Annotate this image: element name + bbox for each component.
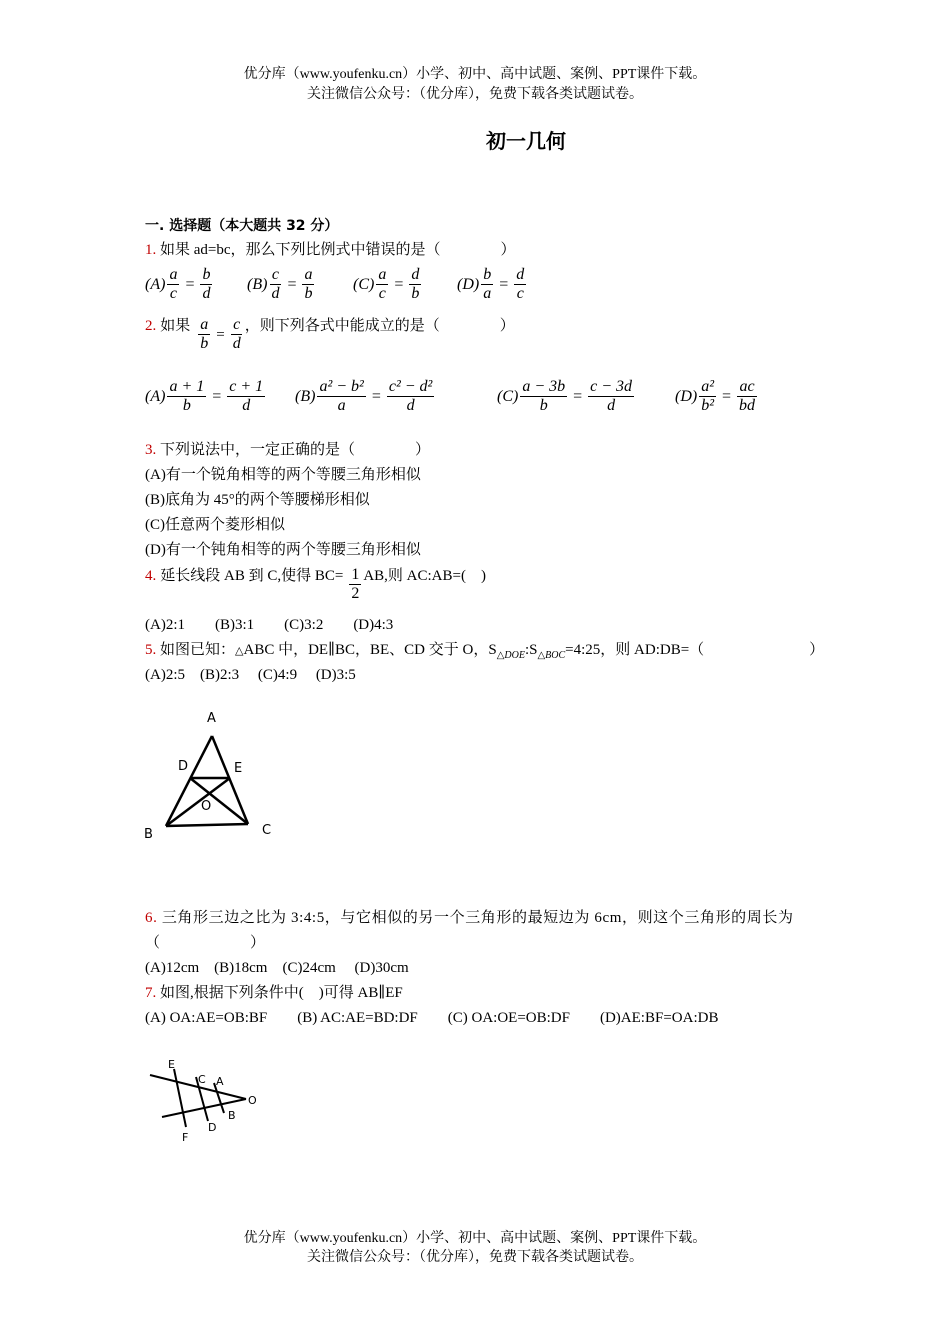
q5-options: (A)2:5 (B)2:3 (C)4:9 (D)3:5 (145, 667, 356, 683)
fraction: $\frac{a + 1}{b}$ (169, 378, 205, 414)
label-b: B (144, 827, 153, 842)
q3-option-d: (D)有一个钝角相等的两个等腰三角形相似 (145, 542, 421, 558)
question-text: 如果 ad=bc，那么下列比例式中错误的是（ ） (160, 242, 516, 258)
q2-option-a: (A) $\frac{a + 1}{b}$ = $\frac{c + 1}{d}$ (145, 378, 264, 414)
question-text-post: AB,则 AC:AB=( ) (363, 568, 486, 584)
question-5 (145, 640, 824, 666)
fraction: $\frac{\text{a²}}{\text{b²}}$ (701, 378, 715, 414)
page-title: 初一几何 (486, 129, 566, 153)
q1-option-d: (D) $\frac{b}{a}$ = $\frac{d}{c}$ (457, 266, 525, 302)
fraction: $\frac{a}{b}$ (200, 316, 209, 352)
footer-line-1: 优分库（www.youfenku.cn）小学、初中、高中试题、案例、PPT课件下载。 (243, 1231, 707, 1246)
question-number: 2. (145, 318, 157, 334)
triangle-icon: △ (235, 645, 244, 657)
question-text-post: ，则下列各式中能成立的是（ ） (244, 318, 515, 334)
q2-options (145, 378, 845, 426)
label-a: A (216, 1075, 224, 1088)
q1-option-b: (B) $\frac{c}{d}$ = $\frac{a}{b}$ (247, 266, 313, 302)
label-a: A (207, 711, 216, 726)
q2-option-c: (C) $\frac{a - 3b}{b}$ = $\frac{c - 3d}{d}$ (497, 378, 633, 414)
header-line-2: 关注微信公众号：（优分库），免费下载各类试题试卷。 (307, 87, 643, 102)
label-d: D (178, 759, 189, 774)
fraction: $\frac{d}{c}$ (516, 266, 525, 302)
question-number: 1. (145, 242, 157, 258)
label-o: O (201, 799, 212, 814)
segment-ef (174, 1069, 186, 1127)
question-text-pre: 延长线段 AB 到 C,使得 BC= (160, 568, 344, 584)
q1-option-c: (C) $\frac{a}{c}$ = $\frac{d}{b}$ (353, 266, 420, 302)
option-label: (A) (145, 387, 166, 405)
question-number: 5. (145, 642, 157, 658)
fraction: $\frac{c}{d}$ (271, 266, 280, 302)
ratio-sep: :S (524, 642, 538, 658)
fraction: $\frac{a}{b}$ (304, 266, 313, 302)
fraction: $\frac{ac}{bd}$ (739, 378, 756, 414)
question-number: 6. (145, 910, 158, 926)
fraction: $\frac{\text{c² − d²}}{d}$ (388, 378, 433, 414)
fraction: $\frac{\text{a² − b²}}{a}$ (319, 378, 364, 414)
q3-option-c: (C)任意两个菱形相似 (145, 517, 285, 533)
fraction: $\frac{b}{d}$ (202, 266, 211, 302)
fraction: $\frac{d}{b}$ (411, 266, 420, 302)
fraction: $\frac{c}{d}$ (232, 316, 241, 352)
q3-option-a: (A)有一个锐角相等的两个等腰三角形相似 (145, 467, 421, 483)
option-label: (C) (497, 387, 519, 405)
question-number: 7. (145, 985, 157, 1001)
label-c: C (262, 823, 272, 838)
fraction: $\frac{a}{c}$ (378, 266, 387, 302)
fraction: $\frac{a - 3b}{b}$ (522, 378, 566, 414)
option-label: (B) (295, 387, 316, 405)
label-c: C (198, 1073, 206, 1086)
question-1 (145, 240, 516, 260)
question-text-pre: 如果 (160, 318, 191, 334)
label-e: E (168, 1058, 175, 1071)
label-o: O (248, 1094, 257, 1107)
question-text: 下列说法中，一定正确的是（ ） (160, 442, 431, 458)
q7-parallel-figure (140, 1055, 280, 1150)
label-f: F (182, 1131, 189, 1144)
question-2: 2. 如果 $\frac{a}{b}$ = $\frac{c}{d}$ ，则下列各式中能成立的是（ ） (145, 316, 515, 352)
question-text: 三角形三边之比为 3:4:5，与它相似的另一个三角形的最短边为 6cm，则这个三角形的周长为 (161, 910, 794, 926)
header-line-1: 优分库（www.youfenku.cn）小学、初中、高中试题、案例、PPT课件下载。 (243, 67, 707, 82)
fraction: $\frac{b}{a}$ (483, 266, 492, 302)
q6-options: (A)12cm (B)18cm (C)24cm (D)30cm (145, 960, 409, 976)
q1-options (145, 266, 845, 312)
q2-option-d: (D) $\frac{\text{a²}}{\text{b²}}$ = $\frac{ac}{bd}$ (675, 378, 756, 414)
question-text: 如图,根据下列条件中( )可得 AB∥EF (160, 985, 403, 1001)
q7-options: (A) OA:AE=OB:BF (B) AC:AE=BD:DF (C) OA:OE=OB:DF (D)AE:BF=OA:DB (145, 1010, 719, 1026)
q1-option-a: (A) $\frac{a}{c}$ = $\frac{b}{d}$ (145, 266, 211, 302)
question-3 (145, 440, 430, 460)
fraction: $\frac{1}{2}$ (351, 566, 360, 602)
area-subscript: △DOE (496, 650, 525, 661)
question-7 (145, 983, 403, 1003)
q3-option-b: (B)底角为 45°的两个等腰梯形相似 (145, 492, 370, 508)
question-number: 4. (145, 568, 157, 584)
q4-options: (A)2:1 (B)3:1 (C)3:2 (D)4:3 (145, 617, 394, 633)
question-text-2: ABC 中，DE∥BC，BE、CD 交于 O，S (243, 642, 497, 658)
area-subscript: △BOC (537, 650, 566, 661)
q6-paren: （ ） (145, 935, 266, 951)
label-b: B (228, 1109, 236, 1122)
question-number: 3. (145, 442, 157, 458)
question-text-3: =4:25，则 AD:DB=（ ） (565, 642, 825, 658)
option-label: (D) (457, 275, 480, 293)
question-4 (145, 566, 486, 603)
option-label: (D) (675, 387, 698, 405)
fraction: $\frac{a}{c}$ (169, 266, 178, 302)
section-heading: 一. 选择题（本大题共 32 分） (145, 218, 339, 234)
q2-option-b: (B) $\frac{\text{a² − b²}}{a}$ = $\frac{\text{c² − d²}}{d}$ (295, 378, 433, 414)
option-label: (C) (353, 275, 375, 293)
question-text: 如图已知： (160, 642, 236, 658)
label-e: E (234, 761, 243, 776)
question-6 (145, 908, 910, 928)
footer-line-2: 关注微信公众号：（优分库），免费下载各类试题试卷。 (307, 1250, 643, 1265)
option-label: (B) (247, 275, 268, 293)
option-label: (A) (145, 275, 166, 293)
fraction: $\frac{c + 1}{d}$ (229, 378, 264, 414)
edge-bc (166, 824, 248, 826)
label-d: D (208, 1121, 217, 1134)
fraction: $\frac{c - 3d}{d}$ (590, 378, 633, 414)
q5-triangle-figure (138, 700, 288, 845)
